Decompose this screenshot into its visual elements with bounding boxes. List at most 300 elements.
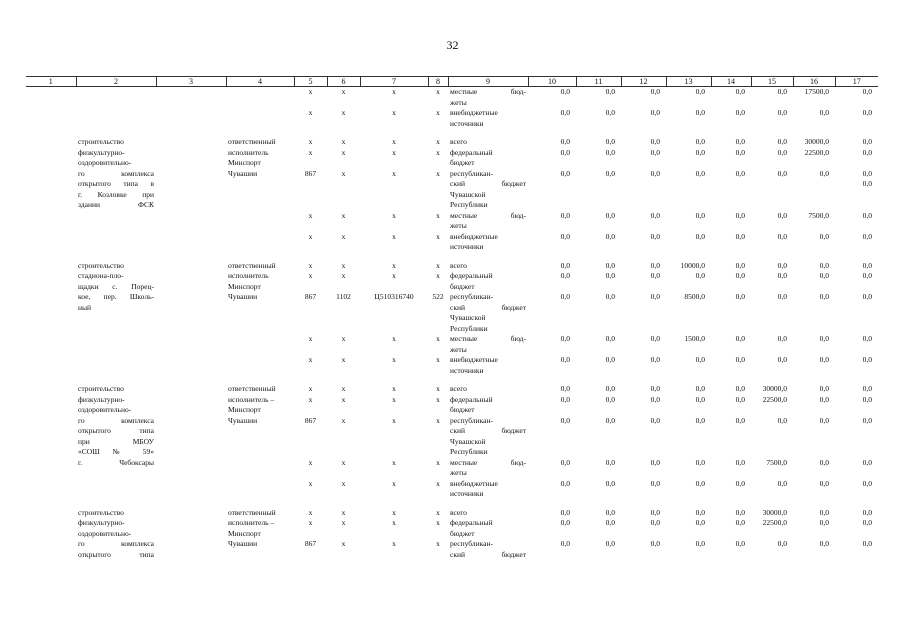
value-cell <box>576 426 621 437</box>
value-cell <box>666 405 711 416</box>
table-row <box>26 539 878 550</box>
grbs-cell <box>294 366 327 377</box>
executor-cell <box>226 355 294 366</box>
funding-source-cell: бюджет <box>450 528 475 538</box>
executor-cell: ответственный <box>228 384 276 393</box>
value-cell <box>666 179 711 190</box>
cell-col1 <box>26 458 76 469</box>
value-cell <box>528 179 576 190</box>
value-cell: 0,0 <box>862 507 872 517</box>
value-cell <box>793 242 835 253</box>
executor-cell <box>226 550 294 561</box>
funding-source-cell: всего <box>450 260 467 270</box>
grbs-cell <box>294 119 327 130</box>
csr-cell: x <box>392 539 396 548</box>
executor-cell: Чувашии <box>228 539 258 548</box>
value-cell <box>751 200 793 211</box>
funding-source-cell: местные бюд- <box>450 457 526 467</box>
grbs-cell <box>294 345 327 356</box>
value-cell <box>793 550 835 561</box>
executor-cell: Минспорт <box>228 158 261 167</box>
cell-col1 <box>26 108 76 119</box>
rz-pr-cell: x <box>341 271 346 280</box>
cell-col1 <box>26 119 76 130</box>
vr-cell: x <box>436 355 440 364</box>
executor-cell <box>226 119 294 130</box>
cell-col1 <box>26 384 76 395</box>
rz-pr-cell <box>327 98 360 109</box>
value-cell <box>793 489 835 500</box>
cell-col3 <box>156 447 226 458</box>
funding-source-cell: республикан- <box>450 168 494 178</box>
cell-col3 <box>156 518 226 529</box>
value-cell: 0,0 <box>862 260 872 270</box>
value-cell <box>711 190 751 201</box>
value-cell: 0,0 <box>862 210 872 220</box>
activity-name-cell: при МБОУ <box>78 436 154 446</box>
vr-cell: x <box>436 334 440 343</box>
value-cell <box>711 313 751 324</box>
spacer-cell <box>26 129 878 137</box>
value-cell: 0,0 <box>735 260 745 270</box>
activity-name-cell: го комплекса <box>78 415 154 425</box>
executor-cell: исполнитель – <box>228 518 275 527</box>
value-cell: 0,0 <box>560 87 570 96</box>
funding-source-cell: Республики <box>450 447 488 456</box>
cell-col1 <box>26 200 76 211</box>
value-cell: 0,0 <box>862 271 872 280</box>
grbs-cell <box>294 282 327 293</box>
grbs-cell: x <box>308 334 313 343</box>
cell-col1 <box>26 416 76 427</box>
cell-col3 <box>156 282 226 293</box>
cell-col3 <box>156 190 226 201</box>
value-cell: 30000,0 <box>762 384 787 393</box>
value-cell <box>528 200 576 211</box>
value-cell: 0,0 <box>819 384 829 393</box>
vr-cell <box>428 437 448 448</box>
value-cell: 0,0 <box>862 394 872 404</box>
table-row <box>26 242 878 253</box>
vr-cell: x <box>436 518 440 527</box>
funding-source-cell: источники <box>450 489 484 498</box>
value-cell: 0,0 <box>605 539 615 548</box>
funding-source-cell: федеральный <box>450 518 493 527</box>
funding-source-cell: ский бюджет <box>450 549 526 559</box>
value-cell: 0,0 <box>560 271 570 280</box>
value-cell: 0,0 <box>819 292 829 301</box>
activity-name-cell <box>76 334 156 345</box>
value-cell: 0,0 <box>777 478 787 488</box>
vr-cell <box>428 405 448 416</box>
value-cell <box>528 405 576 416</box>
rz-pr-cell: x <box>341 384 346 393</box>
activity-name-cell <box>76 98 156 109</box>
value-cell: 0,0 <box>560 147 570 157</box>
table-row <box>26 518 878 529</box>
column-header: 13 <box>666 77 711 87</box>
value-cell <box>576 303 621 314</box>
table-row <box>26 416 878 427</box>
value-cell: 0,0 <box>650 355 660 364</box>
value-cell <box>576 190 621 201</box>
table-row <box>26 303 878 314</box>
value-cell <box>528 158 576 169</box>
vr-cell: x <box>436 168 440 178</box>
value-cell: 0,0 <box>650 108 660 117</box>
value-cell <box>621 324 666 335</box>
cell-col3 <box>156 158 226 169</box>
column-header: 16 <box>793 77 835 87</box>
cell-col3 <box>156 303 226 314</box>
value-cell: 0,0 <box>862 231 872 241</box>
value-cell <box>576 550 621 561</box>
csr-cell: x <box>392 394 396 404</box>
csr-cell <box>360 179 428 190</box>
cell-col1 <box>26 282 76 293</box>
cell-col1 <box>26 447 76 458</box>
funding-source-cell: внебюджетные <box>450 478 498 488</box>
value-cell: 0,0 <box>695 108 705 117</box>
funding-source-cell: ский бюджет <box>450 179 526 188</box>
value-cell: 0,0 <box>650 87 660 96</box>
value-cell: 7500,0 <box>766 457 787 467</box>
value-cell <box>528 313 576 324</box>
value-cell: 0,0 <box>605 137 615 146</box>
cell-col3 <box>156 468 226 479</box>
value-cell <box>751 313 793 324</box>
value-cell: 0,0 <box>695 355 705 364</box>
vr-cell <box>428 200 448 211</box>
vr-cell <box>428 303 448 314</box>
value-cell: 0,0 <box>777 147 787 157</box>
value-cell <box>711 179 751 190</box>
value-cell: 0,0 <box>819 168 829 178</box>
rz-pr-cell: x <box>341 478 346 488</box>
csr-cell <box>360 303 428 314</box>
vr-cell: x <box>436 147 440 157</box>
cell-col1 <box>26 468 76 479</box>
value-cell <box>666 98 711 109</box>
value-cell <box>576 242 621 253</box>
cell-col3 <box>156 292 226 303</box>
csr-cell: Ц510316740 <box>374 292 414 301</box>
grbs-cell: x <box>308 355 313 364</box>
value-cell: 0,0 <box>777 108 787 117</box>
row-spacer <box>26 500 878 508</box>
vr-cell <box>428 489 448 500</box>
table-row <box>26 355 878 366</box>
vr-cell: x <box>436 87 440 96</box>
csr-cell <box>360 119 428 130</box>
activity-name-cell: го комплекса <box>78 168 154 178</box>
funding-source-cell: Чувашской <box>450 313 486 322</box>
executor-cell <box>226 366 294 377</box>
csr-cell <box>360 345 428 356</box>
value-cell <box>621 179 666 190</box>
value-cell: 0,0 <box>605 384 615 393</box>
rz-pr-cell: x <box>341 210 346 220</box>
column-header: 3 <box>156 77 226 87</box>
cell-col3 <box>156 395 226 406</box>
value-cell <box>576 437 621 448</box>
table-row <box>26 271 878 282</box>
cell-col3 <box>156 405 226 416</box>
cell-col1 <box>26 437 76 448</box>
value-cell: 0,0 <box>650 137 660 146</box>
value-cell <box>711 405 751 416</box>
cell-col1 <box>26 518 76 529</box>
cell-col3 <box>156 366 226 377</box>
value-cell <box>711 282 751 293</box>
value-cell <box>835 468 878 479</box>
grbs-cell <box>294 200 327 211</box>
activity-name-cell: строительство <box>78 507 124 517</box>
value-cell: 0,0 <box>695 147 705 157</box>
value-cell: 0,0 <box>695 518 705 527</box>
value-cell <box>751 426 793 437</box>
value-cell <box>793 437 835 448</box>
value-cell: 0,0 <box>735 334 745 343</box>
value-cell: 0,0 <box>560 260 570 270</box>
value-cell: 0,0 <box>819 260 829 270</box>
activity-name-cell <box>76 366 156 377</box>
grbs-cell <box>294 468 327 479</box>
value-cell: 0,0 <box>862 179 872 188</box>
grbs-cell <box>294 158 327 169</box>
column-header: 6 <box>327 77 360 87</box>
value-cell <box>793 447 835 458</box>
value-cell <box>751 282 793 293</box>
column-header: 10 <box>528 77 576 87</box>
activity-name-cell: г. Козловке при <box>78 189 154 199</box>
value-cell: 0,0 <box>560 415 570 425</box>
cell-col1 <box>26 334 76 345</box>
cell-col3 <box>156 313 226 324</box>
funding-source-cell: внебюджетные <box>450 108 498 117</box>
rz-pr-cell: x <box>341 147 346 157</box>
value-cell <box>751 550 793 561</box>
value-cell: 0,0 <box>650 415 660 425</box>
csr-cell: x <box>392 415 396 425</box>
funding-source-cell: республикан- <box>450 292 494 301</box>
rz-pr-cell: x <box>341 457 346 467</box>
funding-source-cell: Чувашской <box>450 436 486 446</box>
value-cell: 0,0 <box>777 260 787 270</box>
value-cell <box>793 303 835 314</box>
grbs-cell <box>294 550 327 561</box>
executor-cell <box>226 313 294 324</box>
value-cell: 0,0 <box>605 87 615 96</box>
csr-cell <box>360 366 428 377</box>
row-spacer <box>26 129 878 137</box>
vr-cell: x <box>436 539 440 548</box>
rz-pr-cell <box>327 179 360 190</box>
csr-cell: x <box>392 108 396 117</box>
cell-col1 <box>26 271 76 282</box>
vr-cell <box>428 242 448 253</box>
funding-source-cell: внебюджетные <box>450 231 498 241</box>
value-cell: 0,0 <box>605 210 615 220</box>
rz-pr-cell <box>327 282 360 293</box>
value-cell: 30000,0 <box>804 137 829 146</box>
value-cell <box>621 119 666 130</box>
table-row <box>26 211 878 222</box>
grbs-cell: x <box>308 478 313 488</box>
value-cell <box>793 98 835 109</box>
value-cell <box>576 447 621 458</box>
funding-source-cell: республикан- <box>450 539 494 548</box>
value-cell <box>793 468 835 479</box>
cell-col3 <box>156 98 226 109</box>
table-row <box>26 292 878 303</box>
cell-col1 <box>26 345 76 356</box>
value-cell <box>835 489 878 500</box>
value-cell <box>793 405 835 416</box>
funding-source-cell: федеральный <box>450 271 493 280</box>
value-cell <box>528 282 576 293</box>
cell-col3 <box>156 211 226 222</box>
value-cell <box>835 313 878 324</box>
grbs-cell <box>294 190 327 201</box>
table-row <box>26 458 878 469</box>
cell-col1 <box>26 242 76 253</box>
executor-cell: исполнитель <box>228 147 269 157</box>
activity-name-cell <box>76 211 156 222</box>
page-number: 32 <box>446 38 459 52</box>
value-cell <box>621 242 666 253</box>
executor-cell: ответственный <box>228 507 276 517</box>
csr-cell <box>360 221 428 232</box>
cell-col1 <box>26 87 76 98</box>
csr-cell: x <box>392 457 396 467</box>
value-cell: 0,0 <box>735 87 745 96</box>
value-cell <box>751 366 793 377</box>
value-cell <box>621 468 666 479</box>
table-row <box>26 313 878 324</box>
cell-col3 <box>156 137 226 148</box>
value-cell <box>793 119 835 130</box>
rz-pr-cell <box>327 221 360 232</box>
spacer-cell <box>26 500 878 508</box>
table-row <box>26 221 878 232</box>
cell-col1 <box>26 489 76 500</box>
rz-pr-cell: 1102 <box>336 292 351 301</box>
value-cell <box>711 366 751 377</box>
value-cell: 0,0 <box>695 168 705 178</box>
funding-source-cell: внебюджетные <box>450 355 498 364</box>
value-cell <box>621 437 666 448</box>
value-cell: 0,0 <box>777 137 787 146</box>
value-cell <box>751 437 793 448</box>
value-cell: 0,0 <box>777 210 787 220</box>
cell-col1 <box>26 550 76 561</box>
value-cell <box>576 468 621 479</box>
cell-col1 <box>26 426 76 437</box>
activity-name-cell <box>76 345 156 356</box>
grbs-cell: x <box>308 384 313 393</box>
value-cell <box>835 426 878 437</box>
value-cell <box>793 158 835 169</box>
cell-col1 <box>26 137 76 148</box>
activity-name-cell <box>76 87 156 98</box>
csr-cell: x <box>392 355 396 364</box>
rz-pr-cell: x <box>341 260 346 270</box>
activity-name-cell: оздоровительно- <box>78 158 132 167</box>
value-cell <box>835 447 878 458</box>
value-cell <box>666 200 711 211</box>
value-cell <box>751 324 793 335</box>
csr-cell: x <box>392 87 396 96</box>
value-cell <box>793 345 835 356</box>
value-cell: 0,0 <box>862 137 872 146</box>
activity-name-cell: оздоровительно- <box>78 405 132 414</box>
value-cell: 0,0 <box>777 415 787 425</box>
value-cell <box>528 324 576 335</box>
value-cell: 0,0 <box>862 334 872 343</box>
value-cell: 0,0 <box>560 507 570 517</box>
value-cell <box>621 282 666 293</box>
value-cell <box>528 550 576 561</box>
table-row <box>26 384 878 395</box>
activity-name-cell: физкультурно- <box>78 394 125 404</box>
value-cell: 0,0 <box>735 108 745 117</box>
column-header: 2 <box>76 77 156 87</box>
value-cell: 0,0 <box>735 137 745 146</box>
funding-source-cell: Республики <box>450 323 488 333</box>
value-cell: 0,0 <box>560 478 570 488</box>
grbs-cell <box>294 529 327 540</box>
value-cell: 0,0 <box>819 478 829 488</box>
cell-col1 <box>26 158 76 169</box>
cell-col1 <box>26 179 76 190</box>
executor-cell <box>226 479 294 490</box>
value-cell: 0,0 <box>560 355 570 364</box>
grbs-cell: x <box>308 271 313 280</box>
cell-col3 <box>156 437 226 448</box>
column-header: 17 <box>835 77 878 87</box>
column-header: 4 <box>226 77 294 87</box>
executor-cell <box>226 87 294 98</box>
executor-cell <box>226 426 294 437</box>
cell-col1 <box>26 303 76 314</box>
rz-pr-cell <box>327 158 360 169</box>
value-cell: 0,0 <box>819 518 829 527</box>
value-cell: 10000,0 <box>680 260 705 270</box>
csr-cell <box>360 529 428 540</box>
rz-pr-cell <box>327 324 360 335</box>
table-row <box>26 366 878 377</box>
value-cell <box>528 426 576 437</box>
executor-cell <box>226 200 294 211</box>
cell-col3 <box>156 87 226 98</box>
executor-cell <box>226 303 294 314</box>
cell-col3 <box>156 242 226 253</box>
value-cell <box>793 313 835 324</box>
cell-col3 <box>156 324 226 335</box>
value-cell <box>751 529 793 540</box>
value-cell <box>666 345 711 356</box>
value-cell <box>751 98 793 109</box>
value-cell <box>793 190 835 201</box>
value-cell: 0,0 <box>560 539 570 548</box>
vr-cell <box>428 426 448 437</box>
value-cell <box>835 324 878 335</box>
value-cell <box>711 158 751 169</box>
cell-col3 <box>156 169 226 180</box>
rz-pr-cell <box>327 489 360 500</box>
value-cell <box>751 158 793 169</box>
